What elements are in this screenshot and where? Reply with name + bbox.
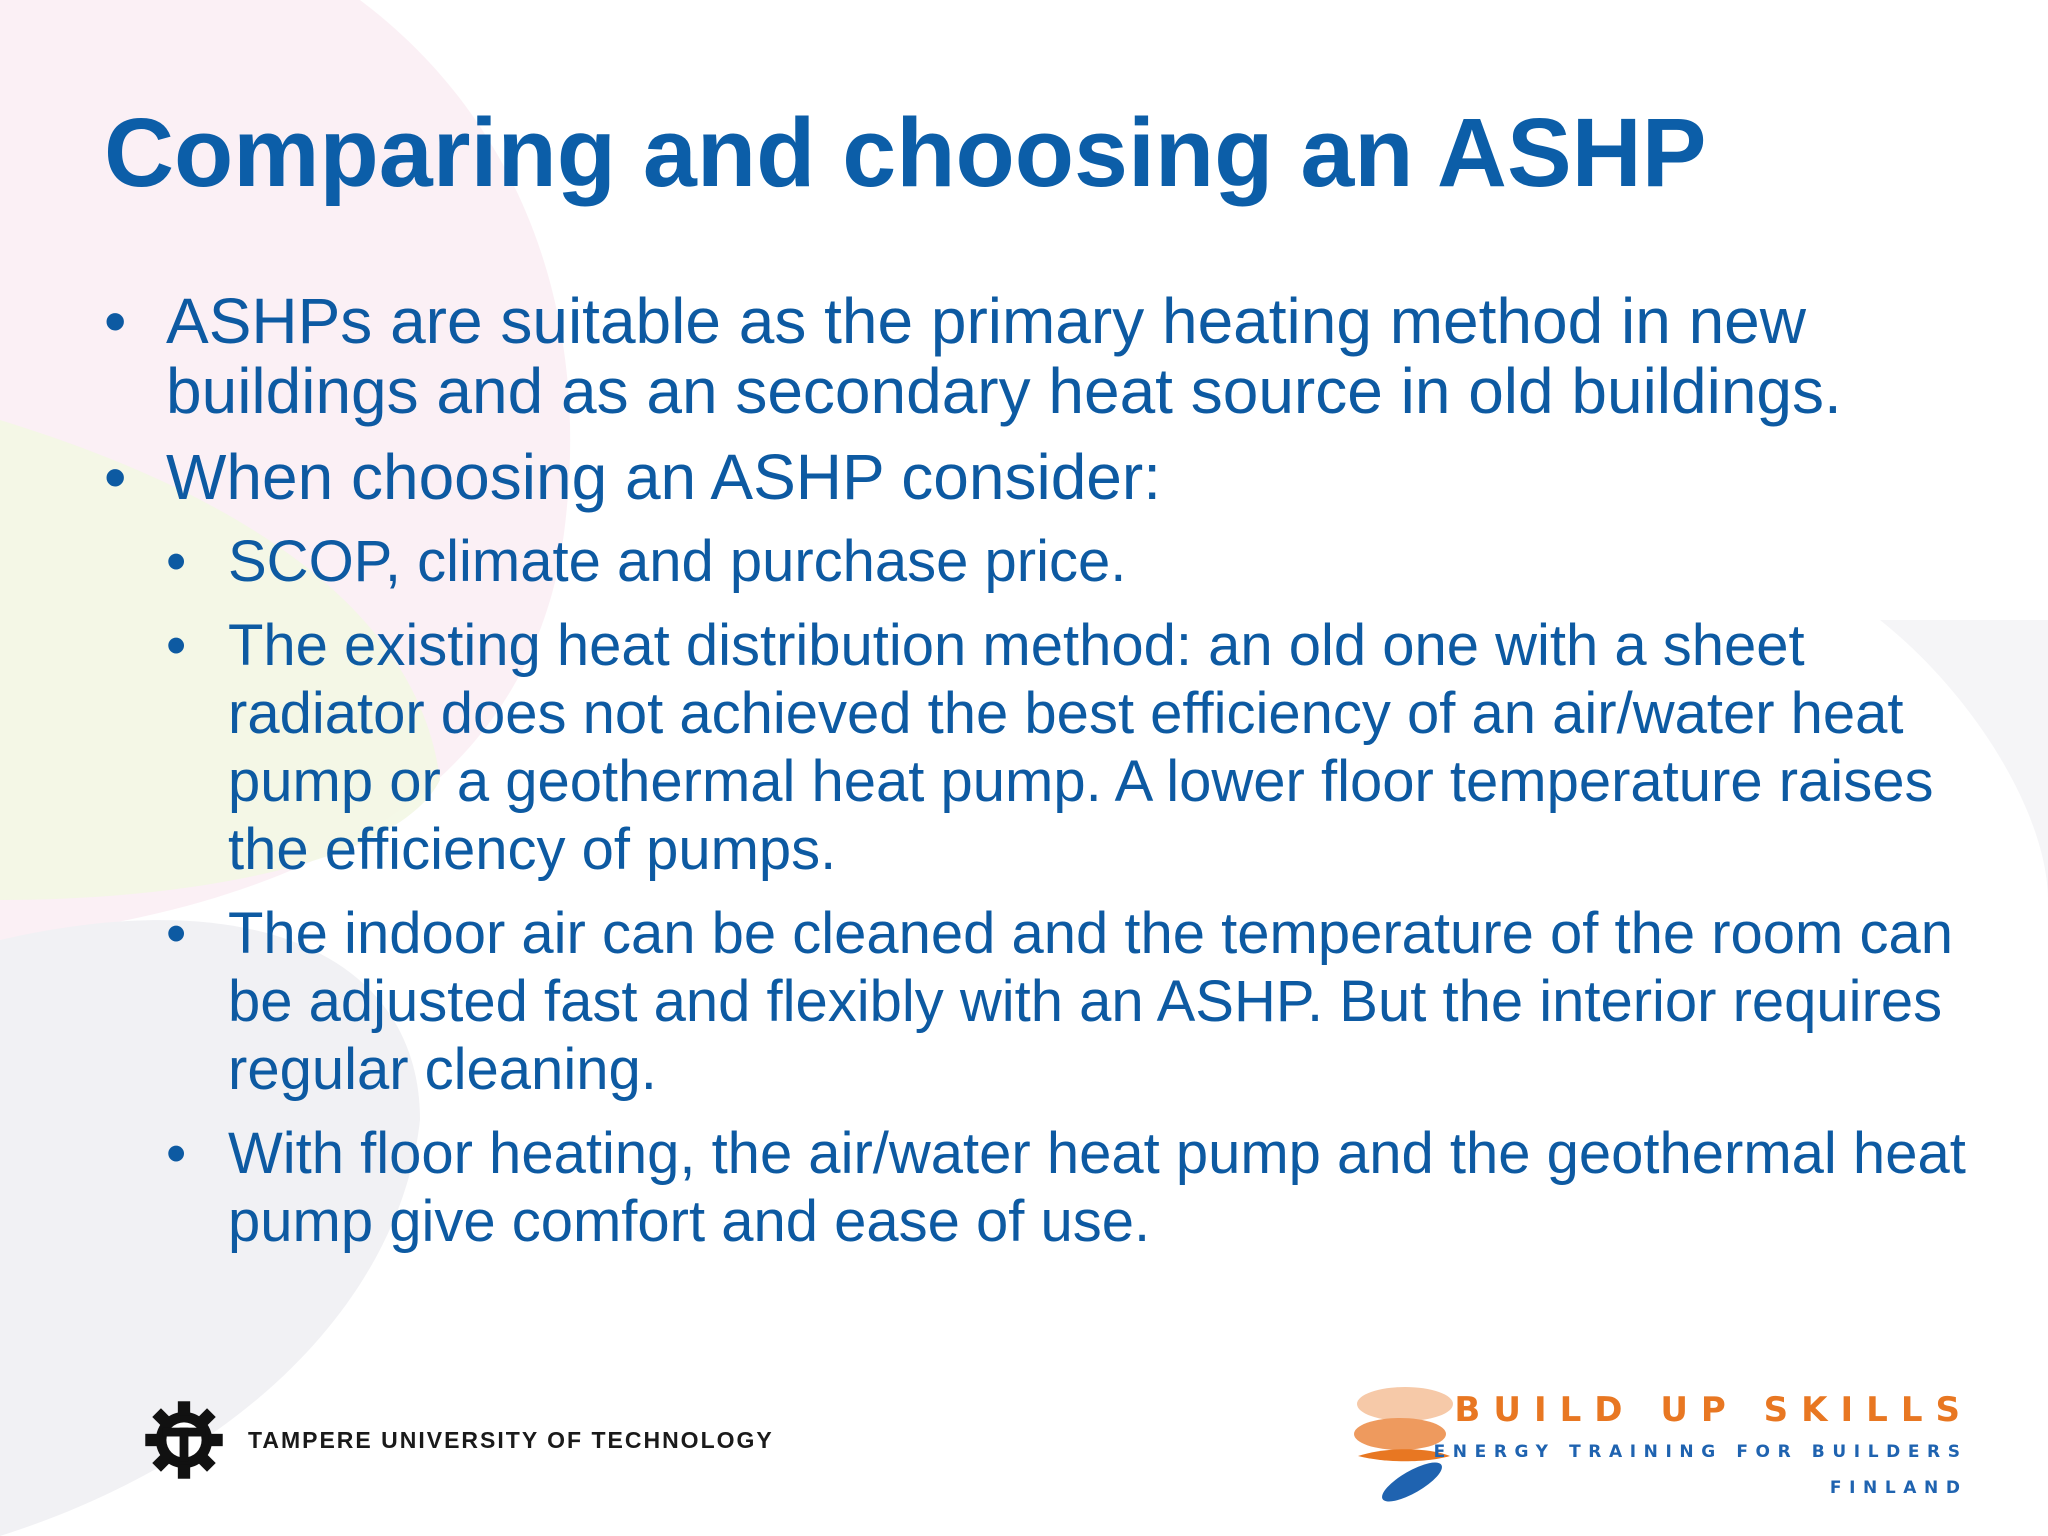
slide-title: Comparing and choosing an ASHP (104, 98, 1707, 207)
sub-bullet-item (166, 528, 2004, 596)
bullet-marker: • (166, 1121, 187, 1186)
bullet-marker: • (104, 441, 127, 513)
logo-country: FINLAND (1829, 1478, 1968, 1498)
tut-footer (140, 1398, 774, 1482)
sub-bullet-item (166, 612, 2004, 884)
bullet-item (104, 442, 2004, 512)
bullet-text: ASHPs are suitable as the primary heating method in new buildings and as an secondary heat source in old buildings. (166, 285, 1842, 427)
bullet-text: When choosing an ASHP consider: (166, 441, 1161, 513)
sub-bullet-item (166, 1120, 2004, 1256)
sub-bullet-item (166, 900, 2004, 1104)
bullet-text: The indoor air can be cleaned and the temperature of the room can be adjusted fast and flexibly with an ASHP. But the interior requires regular cleaning. (228, 901, 1953, 1102)
logo-subtitle: ENERGY TRAINING FOR BUILDERS (1433, 1442, 1968, 1462)
gear-hammer-logo-icon (140, 1396, 228, 1484)
bullet-list (104, 286, 2004, 1272)
build-up-skills-logo (1350, 1378, 1973, 1508)
bullet-text: The existing heat distribution method: an old one with a sheet radiator does not achieved the best efficiency of an air/water heat pump or a geothermal heat pump. A lower floor temperature raises the efficiency of pumps. (228, 613, 1934, 882)
bullet-marker: • (166, 529, 187, 594)
logo-title: BUILD UP SKILLS (1454, 1390, 1973, 1430)
bullet-marker: • (166, 613, 187, 678)
bullet-marker: • (104, 285, 127, 357)
bullet-text: SCOP, climate and purchase price. (228, 529, 1127, 594)
bullet-marker: • (166, 901, 187, 966)
bullet-item (104, 286, 2004, 426)
university-name: TAMPERE UNIVERSITY OF TECHNOLOGY (248, 1426, 774, 1453)
bullet-text: With floor heating, the air/water heat pump and the geothermal heat pump give comfort and ease of use. (228, 1121, 1966, 1254)
